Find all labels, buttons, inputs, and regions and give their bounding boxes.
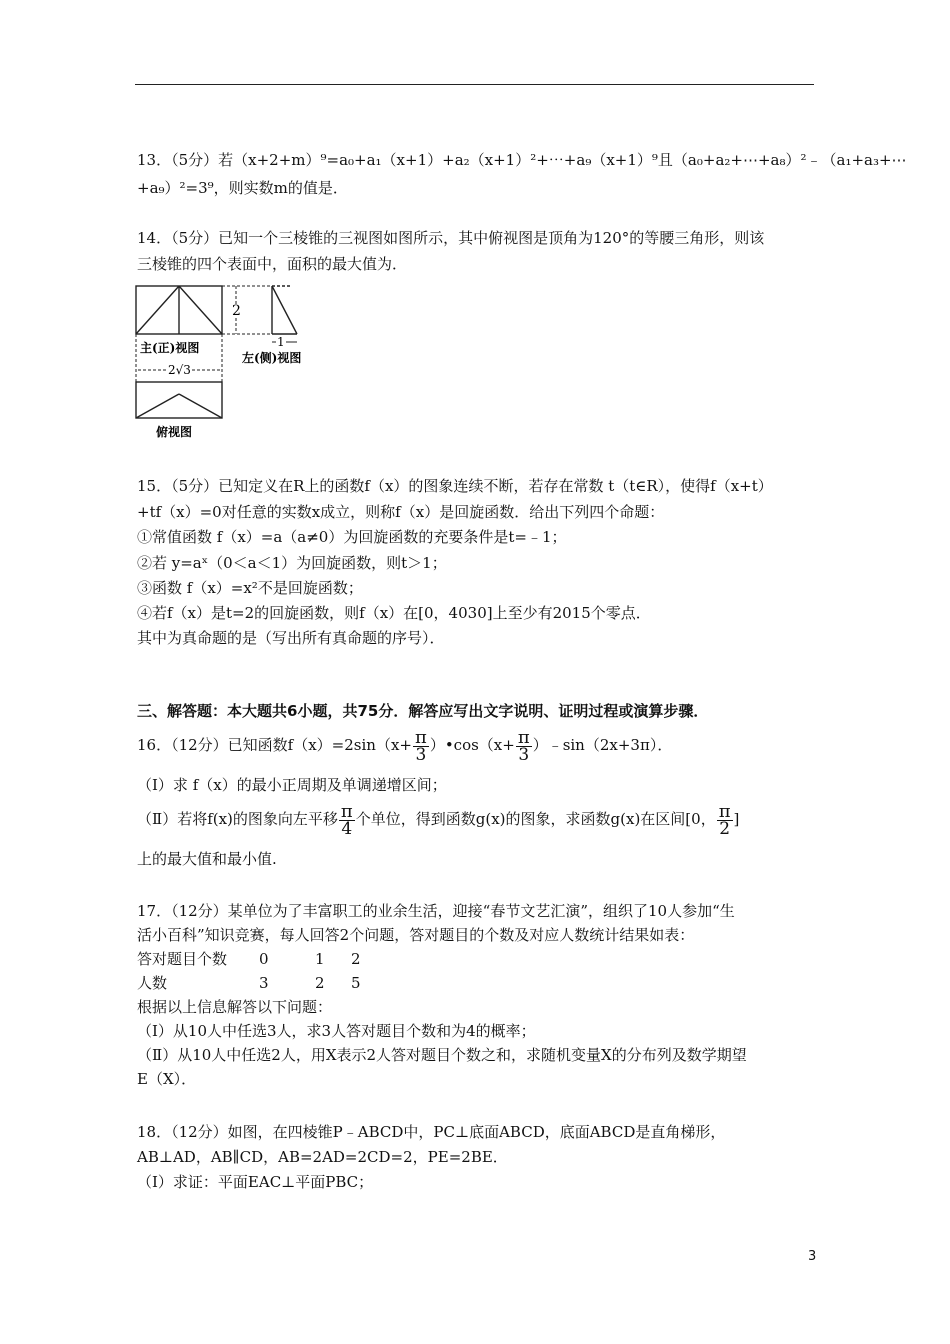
q17-line1: 17．（12分）某单位为了丰富职工的业余生活，迎接“春节文艺汇演”，组织了10人参加“生 [137, 902, 735, 920]
frac-pi-over-4: $\frac{\pi}{4}$ [340, 800, 353, 839]
header-rule [135, 84, 814, 85]
q15-line1: 15．（5分）已知定义在R上的函数f（x）的图象连续不断，若存在常数 t（t∈R），使得f（x+t） [137, 477, 773, 495]
q15-item-4: ④若f（x）是t=2的回旋函数，则f（x）在[0，4030]上至少有2015个零点． [137, 604, 651, 622]
side-view [272, 286, 297, 334]
top-view-label: 俯视图 [156, 425, 193, 439]
q16-part1: （I）求 f（x）的最小正周期及单调递增区间； [137, 776, 447, 794]
side-view-label: 左(侧)视图 [242, 351, 302, 365]
q16-line4: 上的最大值和最小值. [137, 850, 277, 868]
q16-line1: 16．（12分）已知函数f（x）=2sin（x+ $\frac{\pi}{3}$ ）•cos（x+ $\frac{\pi}{3}$ ）﹣sin（2x+3π）． [137, 726, 673, 765]
q18-line2: AB⊥AD，AB∥CD，AB=2AD=2CD=2，PE=2BE． [137, 1148, 508, 1166]
frac-pi-over-3: $\frac{\pi}{3}$ [517, 726, 530, 765]
q15-item-3: ③函数 f（x）=x²不是回旋函数； [137, 579, 363, 597]
q16-part2: （Ⅱ）若将f(x)的图象向左平移 $\frac{\pi}{4}$ 个单位，得到函数g(x)的图象，求函数g(x)在区间[0， $\frac{\pi}{2}$ ] [137, 800, 740, 839]
table-cell: 0 [259, 950, 269, 968]
q14-line2: 三棱锥的四个表面中，面积的最大值为． [137, 255, 408, 273]
table-cell: 2 [315, 974, 325, 992]
q18-line1: 18．（12分）如图，在四棱锥P﹣ABCD中，PC⊥底面ABCD，底面ABCD是直角梯形， [137, 1123, 726, 1141]
q13-line1: 13．（5分）若（x+2+m）⁹=a₀+a₁（x+1）+a₂（x+1）²+⋯+a₉（x+1）⁹且（a₀+a₂+⋯+a₈）²﹣（a₁+a₃+⋯ [137, 151, 907, 169]
q17-line6: E（X）． [137, 1070, 197, 1088]
section-title: 三、解答题：本大题共6小题，共75分．解答应写出文字说明、证明过程或演算步骤． [137, 702, 709, 720]
q17-part1: （I）从10人中任选3人，求3人答对题目个数和为4的概率； [137, 1022, 536, 1040]
q15-item-1: ①常值函数 f（x）=a（a≠0）为回旋函数的充要条件是t=﹣1； [137, 528, 567, 546]
q17-line3: 根据以上信息解答以下问题： [137, 998, 333, 1016]
q18-part1: （I）求证：平面EAC⊥平面PBC； [137, 1173, 374, 1191]
side-width-label: 1 [277, 335, 285, 349]
table-cell: 2 [351, 950, 361, 968]
frac-pi-over-3: $\frac{\pi}{3}$ [414, 726, 427, 765]
table-row2-label: 人数 [137, 974, 168, 992]
q15-line2: +tf（x）=0对任意的实数x成立，则称f（x）是回旋函数．给出下列四个命题： [137, 503, 665, 521]
page-number: 3 [808, 1249, 817, 1264]
q15-line-last: 其中为真命题的是（写出所有真命题的序号）． [137, 629, 445, 647]
three-view-figure [132, 280, 332, 442]
table-row1-label: 答对题目个数 [137, 950, 228, 968]
q14-line1: 14．（5分）已知一个三棱锥的三视图如图所示，其中俯视图是顶角为120°的等腰三角形，则该 [137, 229, 765, 247]
q13-line2: +a₉）²=3⁹，则实数m的值是． [137, 179, 348, 197]
front-view-label: 主(正)视图 [140, 341, 200, 355]
table-cell: 1 [315, 950, 325, 968]
front-view [136, 286, 222, 334]
q15-item-2: ②若 y=aˣ（0＜a＜1）为回旋函数，则t＞1； [137, 554, 447, 572]
height-label: 2 [232, 303, 241, 319]
q17-part2: （Ⅱ）从10人中任选2人，用X表示2人答对题目个数之和，求随机变量X的分布列及数学期望 [137, 1046, 747, 1064]
frac-pi-over-2: $\frac{\pi}{2}$ [718, 800, 731, 839]
q17-line2: 活小百科”知识竞赛，每人回答2个问题，答对题目的个数及对应人数统计结果如表： [137, 926, 695, 944]
top-view [136, 382, 222, 418]
table-cell: 3 [259, 974, 269, 992]
width-label: 2√3 [168, 363, 191, 377]
table-cell: 5 [351, 974, 361, 992]
